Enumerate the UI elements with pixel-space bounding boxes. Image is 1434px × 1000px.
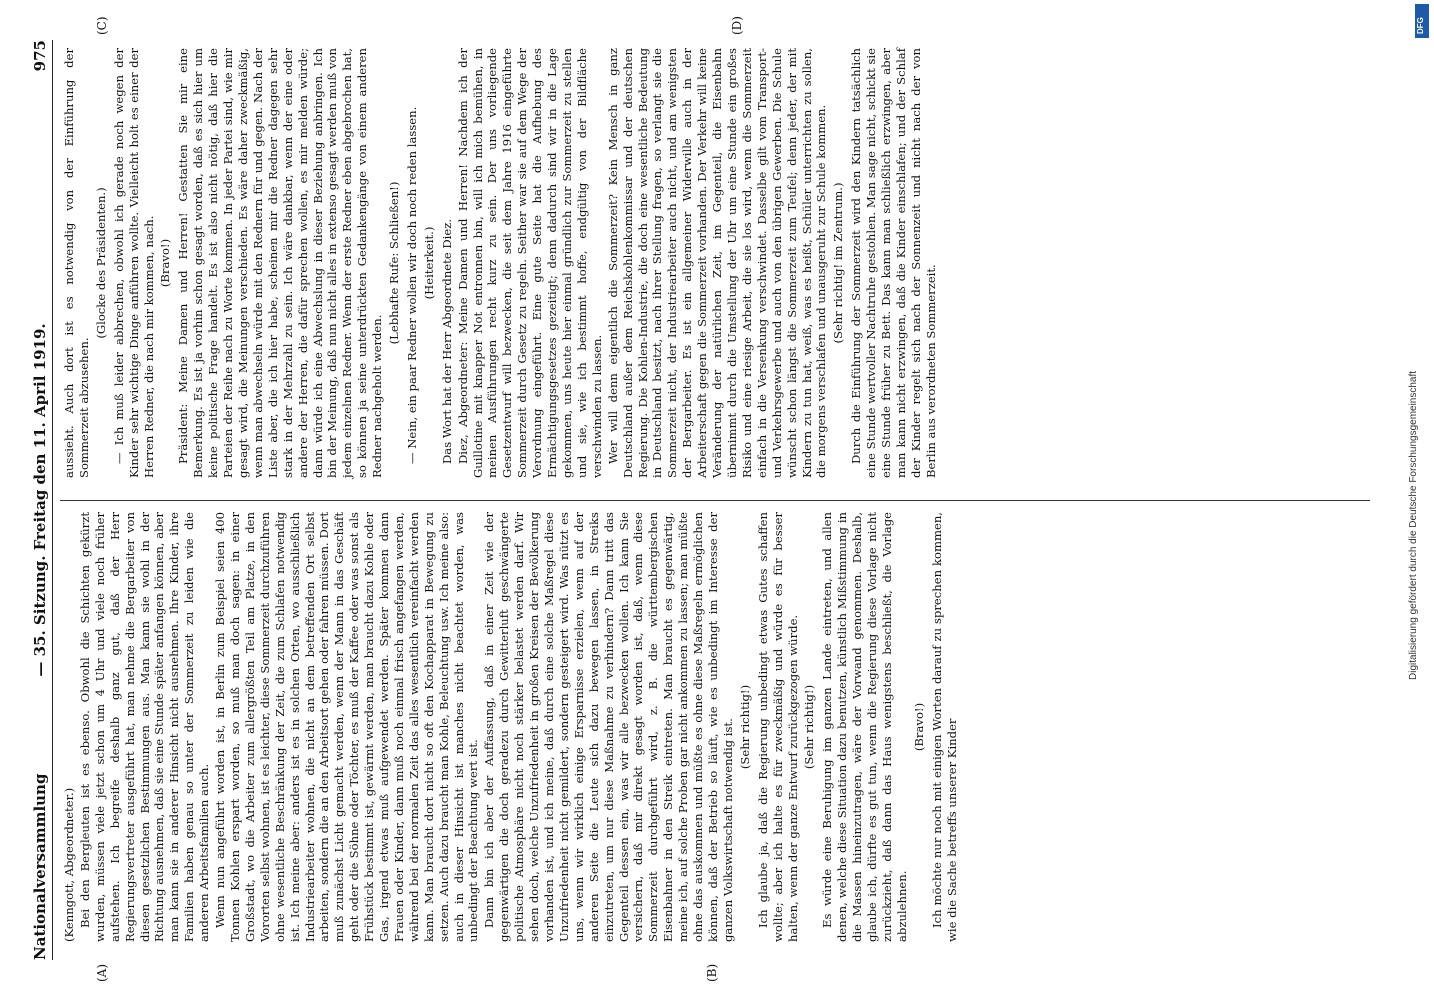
column-divider	[60, 500, 1370, 501]
interjection: (Sehr richtig!)	[737, 684, 752, 770]
margin-marker-a: (A)	[95, 963, 109, 982]
interjection: (Bravo!)	[911, 702, 926, 752]
paragraph: Durch die Einführung der Sommerzeit wird den Kindern tatsächlich eine Stunde wertvoller Nachtruhe gestohlen. Man sage nicht, schickt sie eine Stunde früher zu Bett. Das kann man schließlich erzwingen, aber man kann nicht erzwingen, daß die Kinder einschlafen; und der Schlaf der Kinder regelt sich nach der Sonnenzeit und nicht nach der von Berlin aus verordneten Sommerzeit.	[849, 48, 938, 478]
margin-marker-d: (D)	[730, 16, 744, 35]
paragraph: Ich möchte nur noch mit einigen Worten darauf zu sprechen kommen, wie die Sache betreffs unserer Kinder	[929, 512, 959, 942]
page-number: 975	[31, 40, 49, 72]
paragraph: — Ich muß leider abbrechen, obwohl ich gerade noch wegen der Kinder sehr wichtige Dinge anführen wollte. Vielleicht holt es einer der Herren Redner, die nach mir kommen, nach.	[111, 48, 156, 478]
page-header	[28, 40, 53, 960]
interjection: (Bravo!)	[158, 238, 173, 288]
interjection: (Sehr richtig! im Zentrum.)	[831, 182, 846, 344]
president-remark: Präsident: Meine Damen und Herren! Gestatten Sie mir eine Bemerkung. Es ist ja vorhin schon gesagt worden, daß es sich hier um keine politische Frage handelt. Es ist also nicht nötig, daß hier die Parteien der Reihe nach zu Worte kommen. In jeder Partei sind, wie mir gesagt wird, die Meinungen verschieden. Es wäre daher zweckmäßig, wenn man abwechseln würde mit den Rednern für und gegen. Nach der Liste aber, die ich hier habe, scheinen mir die Redner dagegen sehr stark in der Mehrzahl zu sein. Ich wäre dankbar, wenn der eine oder andere der Herren, die dafür sprechen wollen, es mir melden würde; dann würde ich eine Abwechslung in dieser Beziehung anbringen. Ich bin der Meinung, daß nun nicht alles in extenso gesagt werden muß von jedem einzelnen Redner. Wenn der erste Redner eben abgebrochen hat, so können ja seine unterdrückten Gedankengänge von einem anderen Redner nachgeholt werden.	[176, 48, 385, 478]
paragraph: Bei den Bergleuten ist es ebenso. Obwohl die Schichten gekürzt wurden, müssen viele jetzt schon um 4 Uhr und viele noch früher aufstehen. Ich begreife deshalb ganz gut, daß der Herr Regierungsvertreter ausgeführt hat, man nehme die Bergarbeiter von diesen gesetzlichen Bestimmungen aus. Man kann sie wohl in der Richtung ausnehmen, daß sie eine Stunde später anfangen können, aber man kann sie in anderer Hinsicht nicht ausnehmen. Ihre Kinder, ihre Familien haben genau so unter der Sommerzeit zu leiden wie die anderen Arbeitsfamilien auch.	[77, 512, 212, 942]
interjection: (Lebhafte Rufe: Schließen!)	[387, 181, 402, 345]
paragraph: aussieht. Auch dort ist es notwendig von der Einführung der Sommerzeit abzusehen.	[62, 48, 91, 478]
paragraph: Das Wort hat der Herr Abgeordnete Diez.	[439, 218, 454, 464]
paragraph: Ich glaube ja, daß die Regierung unbedingt etwas Gutes schaffen wollte; aber ich halte es für zweckmäßig und würde es für besser halten, wenn der ganze Entwurf zurückgezogen würde.	[755, 512, 800, 942]
paragraph: Dann bin ich aber der Auffassung, daß in einer Zeit wie der gegenwärtigen die doch geradezu durch Gewitterluft geschwängerte politische Atmosphäre nicht noch stärker belastet werden darf. Wir sehen doch, welche Unzufriedenheit in großen Kreisen der Bevölkerung vorhanden ist, und ich meine, daß durch eine solche Maßregel diese Unzufriedenheit nicht gemildert, sondern gesteigert wird. Was nützt es uns, wenn wir wirklich einige Ersparnisse erzielen, wenn auf der anderen Seite die Leute sich dazu bewegen lassen, in Streiks einzutreten, um nur diese Maßnahme zu verhindern? Dann tritt das Gegenteil dessen ein, was wir alle bezwecken wollen. Ich kann Sie versichern, daß mir direkt gesagt worden ist, daß, wenn diese Sommerzeit durchgeführt wird, z. B. die württembergischen Eisenbahner in den Streik eintreten. Man braucht es gegenwärtig, meine ich, auf solche Proben gar nicht ankommen zu lassen; man müßte ohne das auskommen und müßte es ohne diese Maßregeln ermöglichen können, daß der Betrieb so läuft, wie es unbedingt im Interesse der ganzen Volkswirtschaft notwendig ist.	[482, 512, 735, 942]
paragraph: Wenn nun angeführt worden ist, in Berlin zum Beispiel seien 400 Tonnen Kohlen erspart worden, so muß man doch sagen: in einer Großstadt, wo die Arbeiter zum allergrößten Teil am Platze, in den Vororten selbst wohnen, ist es leichter, diese Sommerzeit durchzuführen ohne wesentliche Beschränkung der Zeit, die zum Schlafen notwendig ist. Ich meine aber: anders ist es in solchen Orten, wo ausschließlich Industriearbeiter wohnen, die nicht an dem betreffenden Ort selbst arbeiten, sondern die an den Arbeitsort gehen oder fahren müssen. Dort muß zunächst Licht gemacht werden, wenn der Mann in das Geschäft geht oder die Söhne oder Töchter, es muß der Kaffee oder was sonst als Frühstück bestimmt ist, gewärmt werden, man braucht dazu Kohle oder Gas, irgend etwas muß aufgewendet werden. Später kommen dann Frauen oder Kinder, dann muß noch einmal frisch angefangen werden, während bei der normalen Zeit das alles wesentlich vereinfacht werden kann. Man braucht dort nicht so oft den Kochapparat in Bewegung zu setzen. Auch dazu braucht man Kohle, Beleuchtung usw. Ich meine also: auch in dieser Hinsicht ist manches nicht beachtet worden, was unbedingt der Beachtung wert ist.	[213, 512, 481, 942]
dfg-logo-text: DFG	[1416, 17, 1425, 34]
header-session-date: — 35. Sitzung. Freitag den 11. April 1919.	[31, 323, 49, 677]
digitization-note-text: Digitalisierung gefördert durch die Deutsche Forschungsgemeinschaft	[1408, 370, 1419, 680]
interjection: (Sehr richtig!)	[802, 684, 817, 770]
paragraph: — Nein, ein paar Redner wollen wir doch noch reden lassen.	[404, 106, 419, 464]
margin-marker-c: (C)	[95, 16, 109, 35]
interjection: (Heiterkeit.)	[421, 226, 436, 300]
digitization-note	[1404, 10, 1426, 990]
interjection: (Glocke des Präsidenten.)	[93, 187, 108, 339]
dfg-logo	[1415, 4, 1429, 38]
paragraph: Wer will denn eigentlich die Sommerzeit? Kein Mensch in ganz Deutschland außer dem Reichskohlenkommissar und der deutschen Regierung. Die Kohlen-Industrie, die doch eine wesentliche Bedeutung in Deutschland besitzt, nach ihrer Stellung fragen, so verlangt sie die Sommerzeit nicht, der Industriearbeiter auch nicht, und am wenigsten der Bergarbeiter. Es ist ein allgemeiner Widerwille auch in der Arbeiterschaft gegen die Sommerzeit vorhanden. Der Verkehr will keine Veränderung der natürlichen Zeit, im Gegenteil, die Eisenbahn übernimmt durch die Umstellung der Uhr um eine Stunde ein großes Risiko und eine riesige Arbeit, die sie los wird, wenn die Sommerzeit einfach in die Versenkung verschwindet. Dasselbe gilt vom Transport- und Verkehrsgewerbe und auch von den übrigen Gewerben. Die Schule wünscht schon längst die Sommerzeit zum Teufel; denn jeder, der mit Kindern zu tun hat, weiß, was es heißt, Schüler unterrichten zu sollen, die morgens verschlafen und unausgeruht zur Schule kommen.	[605, 48, 829, 478]
margin-marker-b: (B)	[705, 963, 719, 982]
left-column	[62, 512, 960, 942]
header-publication: Nationalversammlung	[31, 773, 49, 960]
right-column	[62, 48, 940, 478]
paragraph: Es würde eine Beruhigung im ganzen Lande eintreten, und allen denen, welche diese Situation dazu benutzen, künstlich Mißstimmung in die Massen hineinzutragen, wäre der Vorwand genommen. Deshalb, glaube ich, dürfte es gut tun, wenn die Regierung diese Vorlage nicht zurückzieht, daß dann das Haus wenigstens beschließt, die Vorlage abzulehnen.	[820, 512, 909, 942]
speech-diez: Diez, Abgeordneter: Meine Damen und Herren! Nachdem ich der Guillotine mit knapper Not entronnen bin, will ich mich bemühen, in meinen Ausführungen recht kurz zu sein. Der uns vorliegende Gesetzentwurf will bezwecken, die seit dem Jahre 1916 eingeführte Sommerzeit durch Gesetz zu regeln. Seither war sie auf dem Wege der Verordnung eingeführt. Eine gute Seite hat die Aufhebung des Ermächtigungsgesetzes gezeitigt; denn dadurch sind wir in die Lage gekommen, uns heute hier einmal gründlich zur Sommerzeit zu stellen und sie, wie ich bestimmt hoffe, endgültig von der Bildfläche verschwinden zu lassen.	[455, 48, 604, 478]
speaker-continuation: (Kenngott, Abgeordneter.)	[62, 787, 76, 942]
